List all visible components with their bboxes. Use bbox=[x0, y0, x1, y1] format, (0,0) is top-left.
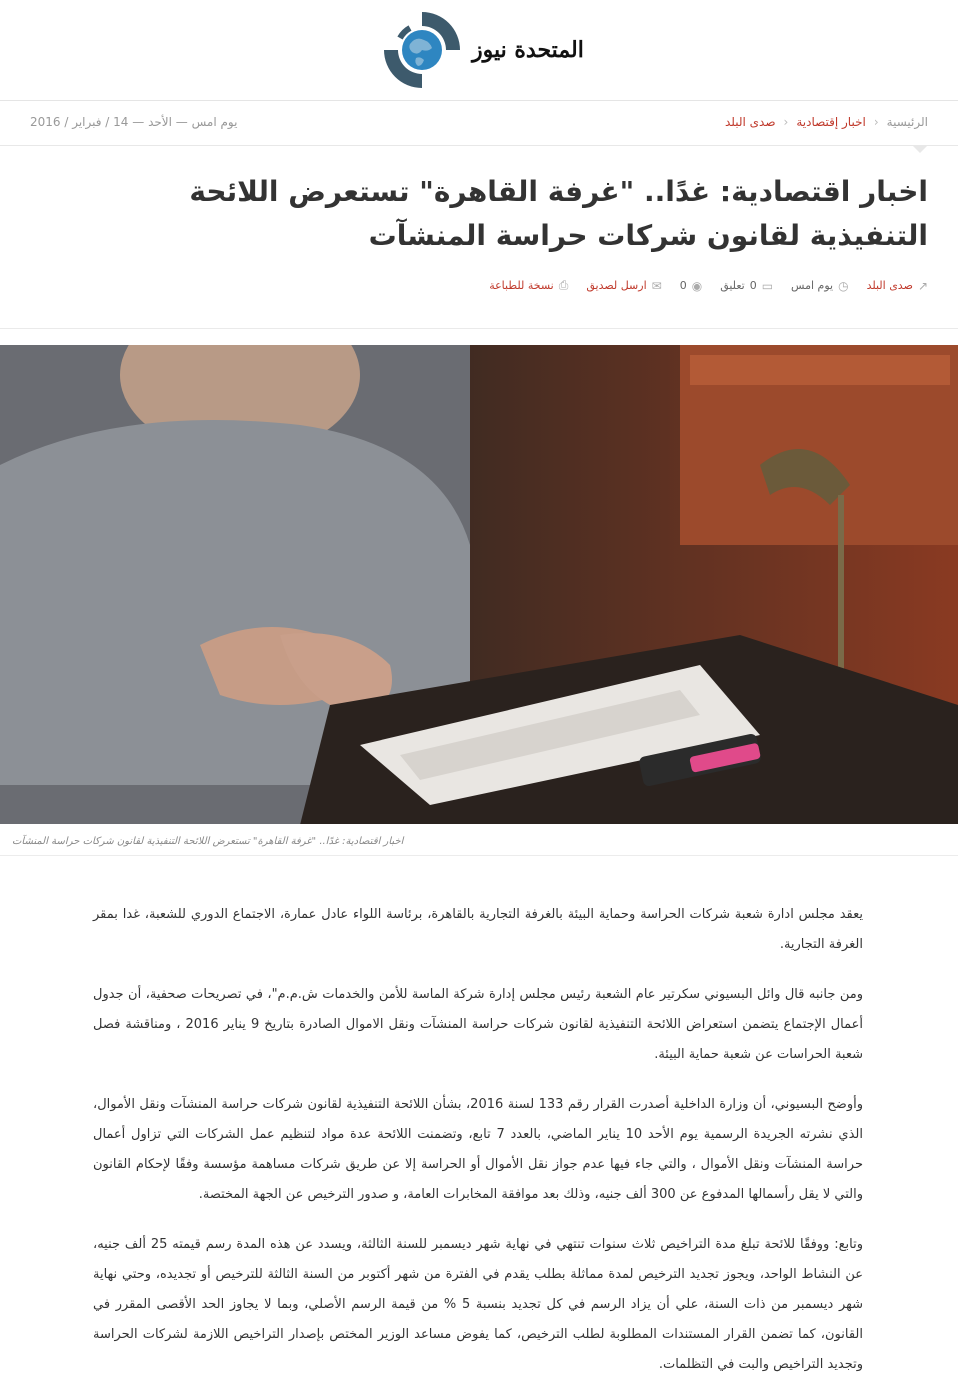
send-to-friend[interactable] bbox=[586, 279, 661, 293]
divider bbox=[0, 855, 958, 856]
breadcrumb-home[interactable]: الرئيسية bbox=[886, 115, 928, 129]
breadcrumb-category[interactable]: اخبار إقتصادية bbox=[796, 115, 866, 129]
envelope-icon: ✉ bbox=[651, 278, 662, 293]
print-version[interactable] bbox=[489, 278, 568, 293]
site-logo[interactable] bbox=[380, 8, 600, 92]
comments-count: 0 bbox=[749, 279, 757, 292]
site-header bbox=[0, 0, 958, 101]
paragraph: وتابع: ووفقًا للائحة تبلغ مدة التراخيص ثلاث سنوات تنتهي في نهاية شهر ديسمبر للسنة الثالثة، ويسدد عن هذه المدة رسم قيمته 25 ألف جنيه، عن النشاط الواحد، ويجوز تجديد الترخيص لمدة مماثلة بطلب يقدم في الفترة من شهر أكتوبر من السنة الثالثة للترخيص أو تجديده، وحتي نهاية شهر ديسمبر من ذات السنة، علي أن يزاد الرسم في كل تجديد بنسبة 5 % من قيمة الرسم الأصلي، وبما لا يجاوز الحد الأقصى المقرر في القانون، كما تضمن القرار المستندات المطلوبة لطلب الترخيص، كما يفوض مساعد الوزير المختص بإصدار التراخيص اللازمة لشركات الحراسة وتجديد التراخيص والبت في التظلمات. bbox=[93, 1237, 864, 1372]
paragraph: وأوضح البسيوني، أن وزارة الداخلية أصدرت القرار رقم 133 لسنة 2016، بشأن اللائحة التنفيذية لقانون شركات حراسة المنشآت ونقل الأموال، الذي نشرته الجريدة الرسمية يوم الأحد 10 يناير الماضي، بالعدد 7 تابع، وتضمنت اللائحة عدة مواد لتنظيم عمل الشركات التي تزاول أعمال حراسة المنشآت ونقل الأموال ، والتي جاء فيها عدم جواز نقل الأموال أو الحراسة إلا عن طريق شركات مساهمة مؤسسة وفقًا لإحكام القانون والتي لا يقل رأسمالها المدفوع عن 300 ألف جنيه، وذلك بعد موافقة المخابرات العامة، و صدور الترخيص عن الجهة المختصة. bbox=[93, 1097, 863, 1202]
publish-time: يوم امس bbox=[791, 279, 834, 292]
paragraph: ومن جانبه قال وائل البسيوني سكرتير عام الشعبة رئيس مجلس إدارة شركة الماسة للأمن والخدمات ش.م.م"، في تصريحات صحفية، أن جدول أعمال الإجتماع يتضمن استعراض اللائحة التنفيذية لقانون شركات حراسة المنشآت ونقل الاموال الصادرة بتاريخ 9 يناير 2016 ، ومناقشة فصل شعبة الحراسات عن شعبة حماية البيئة. bbox=[93, 987, 863, 1062]
meta-views bbox=[680, 279, 702, 293]
external-link-icon: ↗ bbox=[917, 278, 928, 293]
print-label[interactable]: نسخة للطباعة bbox=[489, 279, 554, 292]
send-to-friend-label[interactable]: ارسل لصديق bbox=[586, 279, 647, 292]
current-date: يوم امس — الأحد — 14 / فبراير / 2016 bbox=[30, 115, 238, 129]
site-name: المتحدة نيوز bbox=[472, 37, 584, 63]
breadcrumb-bar bbox=[0, 101, 958, 146]
photo-caption: اخبار اقتصادية: غدًا.. "غرفة القاهرة" تستعرض اللائحة التنفيذية لقانون شركات حراسة المنشآت bbox=[12, 836, 404, 847]
meta-time bbox=[791, 279, 849, 293]
breadcrumb bbox=[725, 115, 928, 129]
photo-illustration bbox=[0, 345, 958, 824]
paragraph: يعقد مجلس ادارة شعبة شركات الحراسة وحماية البيئة بالغرفة التجارية بالقاهرة، برئاسة اللواء عادل عمارة، الاجتماع الدوري للشعبة، غدا بمقر الغرفة التجارية. bbox=[93, 907, 863, 952]
eye-icon: ◉ bbox=[691, 278, 703, 293]
views-count: 0 bbox=[679, 279, 687, 292]
divider bbox=[0, 328, 958, 329]
article-title: اخبار اقتصادية: غدًا.. "غرفة القاهرة" تستعرض اللائحة التنفيذية لقانون شركات حراسة المنشآت bbox=[189, 175, 928, 252]
article-body bbox=[93, 900, 863, 1400]
chevron-left-icon: ‹ bbox=[873, 115, 879, 129]
article-meta bbox=[489, 278, 928, 293]
meta-comments[interactable] bbox=[720, 279, 773, 293]
comment-icon: ▭ bbox=[761, 278, 774, 293]
article-photo bbox=[0, 345, 958, 824]
comments-label: تعليق bbox=[720, 279, 745, 292]
clock-icon: ◷ bbox=[838, 278, 849, 293]
source-link[interactable]: صدى البلد bbox=[866, 279, 913, 292]
globe-logo-icon bbox=[380, 8, 464, 92]
breadcrumb-source[interactable]: صدى البلد bbox=[724, 115, 776, 129]
chevron-left-icon: ‹ bbox=[783, 115, 789, 129]
breadcrumb-pointer bbox=[912, 145, 928, 153]
meta-source[interactable] bbox=[867, 279, 928, 293]
print-icon: ⎙ bbox=[558, 278, 569, 292]
